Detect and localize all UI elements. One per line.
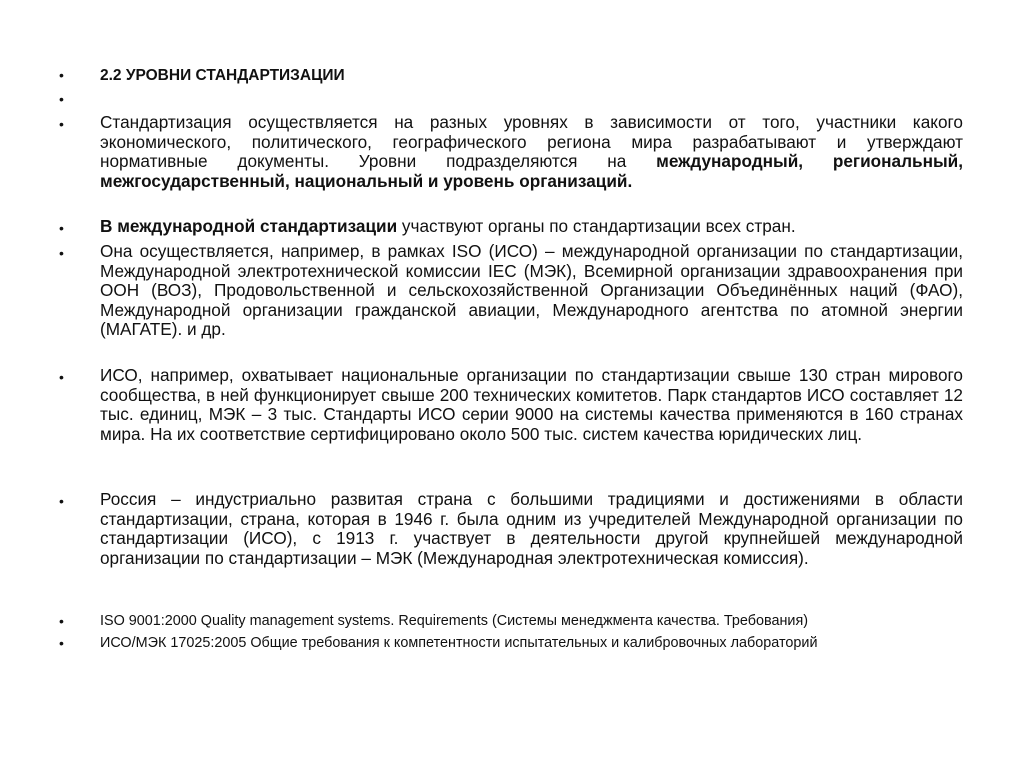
bullet: • [59, 67, 64, 83]
bullet: • [59, 369, 64, 385]
organizations-text: Она осуществляется, например, в рамках ISO (ИСО) – международной организации по стандартизации, Международной электротехнической комиссии IEC (МЭК), Всемирной организации здравоохранения при ООН (ВОЗ), Продовольственной и сельскохозяйственной Организации Объединённых наций (ФАО), Международной организации гражданской авиации, Международного агентства по атомной энергии (МАГАТЕ). и др. [100, 241, 963, 340]
bullet: • [59, 220, 64, 236]
bullet: • [59, 613, 64, 629]
international-bold: В международной стандартизации [100, 216, 398, 236]
international-text [100, 217, 963, 237]
levels-list: международный, региональный, межгосударственный, национальный и уровень организаций. [100, 151, 963, 191]
bullet: • [59, 635, 64, 651]
bullet: • [59, 245, 64, 261]
russia-text: Россия – индустриально развитая страна с большими традициями и достижениями в области стандартизации, страна, которая в 1946 г. была одним из учредителей Международной организации по стандартизации (ИСО), с 1913 г. участвует в деятельности другой крупнейшей международной организации по стандартизации – МЭК (Международная электротехническая комиссия). [100, 489, 963, 568]
iso-9001-text: ISO 9001:2000 Quality management systems. Requirements (Системы менеджмента качества. Требования) [100, 613, 809, 629]
levels-intro: Стандартизация осуществляется на разных уровнях в зависимости от того, участники какого экономического, политического, географического региона мира разрабатывают и утверждают нормативные документы. Уровни подразделяются на [100, 112, 963, 172]
iso-text: ИСО, например, охватывает национальные организации по стандартизации свыше 130 стран мирового сообщества, в ней функционирует свыше 200 технических комитетов. Парк стандартов ИСО составляет 12 тыс. единиц, МЭК – 3 тыс. Стандарты ИСО серии 9000 на системы качества применяются в 160 странах мира. На их соответствие сертифицировано около 500 тыс. систем качества юридических лиц. [100, 365, 963, 444]
international-rest: участвуют органы по стандартизации всех стран. [397, 216, 796, 236]
iso-17025-text: ИСО/МЭК 17025:2005 Общие требования к компетентности испытательных и калибровочных лабораторий [100, 635, 818, 651]
slide-title: 2.2 УРОВНИ СТАНДАРТИЗАЦИИ [100, 67, 345, 84]
bullet: • [59, 116, 64, 132]
bullet: • [59, 493, 64, 509]
bullet: • [59, 91, 64, 107]
levels-text [100, 113, 963, 191]
